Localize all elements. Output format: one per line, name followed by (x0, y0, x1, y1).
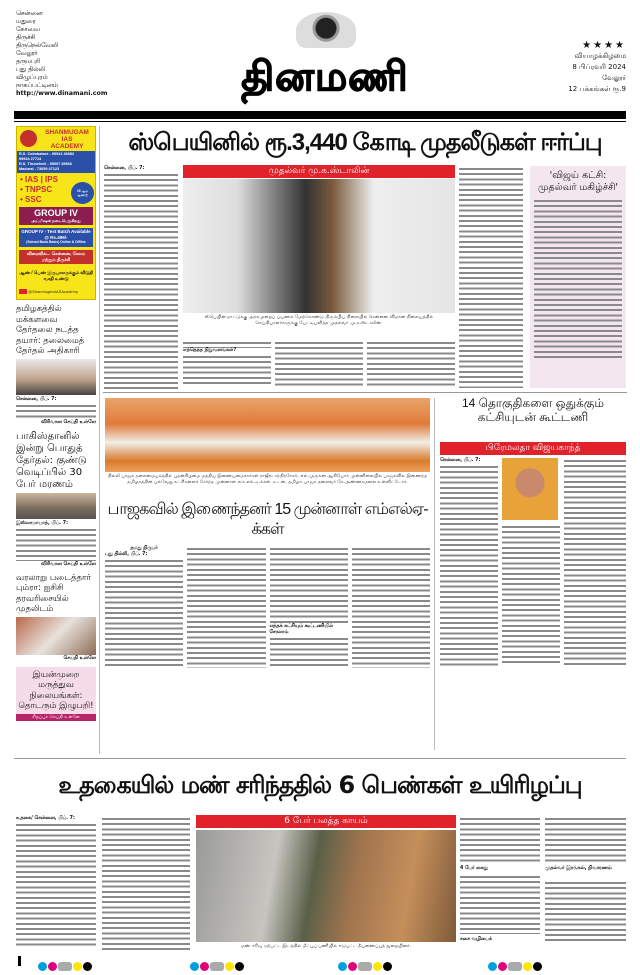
edition-name: வேலூர் (602, 74, 626, 82)
story-body (460, 816, 540, 864)
photo-caption: ஸ்பெயின் நாட்டுக்கு அரசுமுறைப் பயணம் மேற்கொண்டு திரும்பிய நிலையில் சென்னை விமான நிலையத்தில் செய்தியாளர்களுக்கு பேட்டியளித்த முதல்வர் மு.க.ஸ்டாலின். (204, 315, 434, 326)
branches: விரைவில்... சென்னை, சேலம் மற்றும் திருச்சி (19, 250, 93, 264)
story-dateline: உதகை/ சென்னை, பிப். 7: (16, 816, 75, 821)
story-body (104, 172, 178, 390)
academy-logo-icon (20, 130, 37, 147)
bjp-story-cols (105, 546, 430, 668)
story-headline[interactable]: பாகிஸ்தானில் இன்று பொதுத் தேர்தல்: குண்டு வெடிப்பில் 30 பேர் மரணம் (16, 430, 87, 490)
story-election-officer[interactable] (16, 304, 96, 426)
story-subhead: முதல்வர் இரங்கல், நிவாரணம் (545, 866, 612, 871)
story-body (564, 458, 626, 666)
stalin-press-photo (183, 179, 455, 313)
batch-sub: (School Book Basis) Online & Offline (26, 240, 86, 244)
story-body (545, 880, 626, 944)
phone: R.S. Coimbatore - 99941 46682 (19, 152, 75, 156)
ad-name: ACADEMY (50, 143, 84, 150)
landslide-photo (196, 830, 456, 942)
story-headline[interactable]: இயன்முறை மருத்துவ நிலையங்கள்: தொடரும் இழுபறி! (18, 669, 94, 711)
read-more-link[interactable]: விரிவான செய்தி உள்ளே (41, 419, 96, 425)
column-rule (99, 126, 100, 754)
story-body (16, 822, 96, 946)
story-body (270, 636, 348, 666)
story-body (459, 166, 523, 388)
dmdk-headline[interactable]: 14 தொகுதிகளை ஒதுக்கும் கட்சியுடன் கூட்டணி (461, 396, 605, 424)
pages-price: 12 பக்கங்கள் ரூ.9 (568, 85, 626, 93)
date-block (568, 40, 626, 95)
crop-mark (18, 956, 21, 966)
story-subhead: எந்தெந்த நிறுவனங்கள்? (183, 348, 237, 353)
story-body (183, 354, 271, 384)
story-body (275, 340, 363, 386)
bjp-joining-photo (105, 398, 430, 472)
blast-photo (16, 493, 96, 519)
lead-headline[interactable]: ஸ்பெயினில் ரூ.3,440 கோடி முதலீடுகள் ஈர்ப்பு (128, 129, 602, 156)
group-title: GROUP IV (34, 208, 78, 218)
story-dateline: இஸ்லாமாபாத், பிப். 7: (16, 520, 69, 526)
story-body (534, 198, 622, 358)
story-body (502, 524, 560, 666)
edition: திருநெல்வேலி (16, 42, 59, 49)
youtube-handle: @ShanmugamIASAcademy (28, 289, 78, 294)
story-body (16, 527, 96, 561)
group-sub: அட்மிஷன் நடைபெறுகிறது (31, 218, 81, 223)
story-subhead: சசை வழிபைக் (460, 937, 493, 942)
read-more-link[interactable]: விரிவான செய்தி உள்ளே (41, 561, 96, 567)
story-pakistan[interactable] (16, 431, 96, 568)
story-dateline: சென்னை, பிப். 7: (16, 396, 57, 402)
story-body (545, 816, 626, 864)
story-body (440, 464, 498, 668)
left-column (16, 304, 96, 721)
batch-info: GROUP IV - Test Batch Available @ Rs.499/- (21, 229, 91, 240)
ad-name: SHANMUGAM (45, 129, 89, 136)
color-registration-marks (38, 956, 93, 975)
read-more-link[interactable]: செய்தி உள்ளே (63, 655, 96, 661)
edition: சென்னை (16, 10, 43, 17)
photo-caption: தில்லி பாஜக தலைமையகத்தில் புதன்கிழமை மத்திய இணையமைச்சர்கள் ராஜீவ் சந்திரசேகர், எல்.முருகன் ஆகியோர் முன்னிலையில் பாஜகவில் இணைந்த தமிழகத்தின் பல்வேறு கட்சிகளைச் சேர்ந்த முன்னாள் எம்.எல்.ஏ.க்கள். உடன், தமிழக பாஜக தலைவர் கே.அண்ணாமலை உள்ளிட்டோர். (107, 474, 428, 485)
phone: 99944 27714 (19, 157, 42, 161)
edition: புது தில்லி (16, 66, 45, 73)
dmdk-banner: பிரேமலதா விஜயகாந்த் (440, 442, 626, 455)
star-rating: ★★★★ (582, 40, 626, 51)
ad-phones (17, 151, 95, 173)
edition: நாகப்பட்டினம் (16, 82, 58, 89)
ooty-banner: 6 பேர் பலத்த காயம் (196, 815, 456, 828)
story-body (183, 340, 271, 348)
photo-caption: மண் சரிவு ஏற்பட்ட இடத்தில் மீட்புப் பணியில் ஈடுபட்ட தீயணைப்புத் துறையினர். (240, 944, 412, 949)
story-dateline: சென்னை, பிப். 7: (104, 166, 145, 171)
divider (14, 758, 626, 759)
masthead-logo: தினமணி (241, 53, 409, 100)
edition: விழுப்புரம் (16, 74, 48, 81)
story-body (187, 546, 265, 668)
ad-shanmugam-ias[interactable] (16, 126, 96, 300)
emblem-icon (296, 12, 356, 48)
day: வியாழக்கிழமை (574, 52, 626, 60)
story-subhead: எந்தக் கட்சியும் கூட்டணியில் சேரலாம் (269, 624, 333, 635)
story-subhead: 4 பேர் கைது (460, 866, 488, 871)
story-body (352, 546, 430, 668)
byline: நமது நிருபர் (130, 546, 158, 551)
story-body (367, 340, 455, 386)
color-registration-marks (488, 956, 543, 975)
edition: கோவை (16, 26, 40, 33)
story-dateline: சென்னை, பிப். 7: (440, 458, 481, 463)
hostel-info: ஆண் / பெண் இருபாலருக்கும் விடுதி வசதி உண்டு (19, 270, 93, 281)
sidebar-vijay[interactable] (530, 166, 626, 388)
bumrah-photo (16, 617, 96, 655)
lead-banner: முதல்வர் மு.க.ஸ்டாலின் (183, 165, 455, 178)
ad-name: IAS (61, 136, 73, 143)
story-body (270, 546, 348, 624)
column-rule (434, 398, 435, 750)
website-link[interactable]: http://www.dinamani.com (16, 90, 108, 97)
masthead-rule (14, 111, 626, 119)
edition: திருச்சி (16, 34, 36, 41)
premalatha-photo (502, 458, 558, 520)
edition: மதுரை (16, 18, 36, 25)
story-headline[interactable]: தமிழகத்தில் மக்களவை தேர்தலை நடத்த தயார்: தலைமைத் தேர்தல் அதிகாரி (16, 304, 85, 356)
story-dateline: புது தில்லி, பிப். 7: (105, 552, 148, 557)
dmdk-col1 (440, 458, 498, 668)
story-body (102, 816, 190, 950)
course: • TNPSC (20, 185, 53, 194)
color-registration-marks (190, 956, 245, 975)
youtube-icon (19, 289, 27, 294)
sidebar-headline[interactable]: 'விஜய் கட்சி: முதல்வர் மகிழ்ச்சி' (537, 170, 619, 193)
bjp-headline[interactable]: பாஜகவில் இணைந்தனர் 15 முன்னாள் எம்எல்ஏ-க்கள் (107, 501, 428, 538)
color-registration-marks (338, 956, 393, 975)
story-headline[interactable]: வரலாறு படைத்தார் பும்ரா: ஐசிசி தரவரிசையில் முதலிடம் (16, 572, 91, 614)
lead-story-cols (183, 340, 455, 386)
edition: தருமபுரி (16, 58, 41, 65)
story-bumrah[interactable] (16, 573, 96, 662)
phone: R.S. Tirunelveli - 95007 85666 (19, 162, 72, 166)
course: • IAS | IPS (20, 175, 58, 184)
read-more-link[interactable]: சிறப்புச் செய்தி உள்ளே (16, 714, 96, 721)
years-badge: 15 ஆம் ஆண்டு (71, 182, 94, 204)
story-body (460, 874, 540, 934)
lead-story-col1 (104, 166, 178, 390)
ooty-col1 (16, 816, 96, 946)
story-physio-centres[interactable] (16, 667, 96, 721)
officer-photo (16, 359, 96, 395)
story-body (105, 558, 183, 668)
divider (103, 392, 627, 393)
edition-list (16, 10, 107, 98)
story-body (16, 403, 96, 419)
phone: Madurai - 73059 47123 (19, 167, 60, 171)
course: • SSC (20, 195, 42, 204)
edition: வேலூர் (16, 50, 38, 57)
ooty-headline[interactable]: உதகையில் மண் சரிந்ததில் 6 பெண்கள் உயிரிழப்பு (58, 771, 582, 799)
date: 8 பிப்ரவரி 2024 (572, 63, 626, 71)
